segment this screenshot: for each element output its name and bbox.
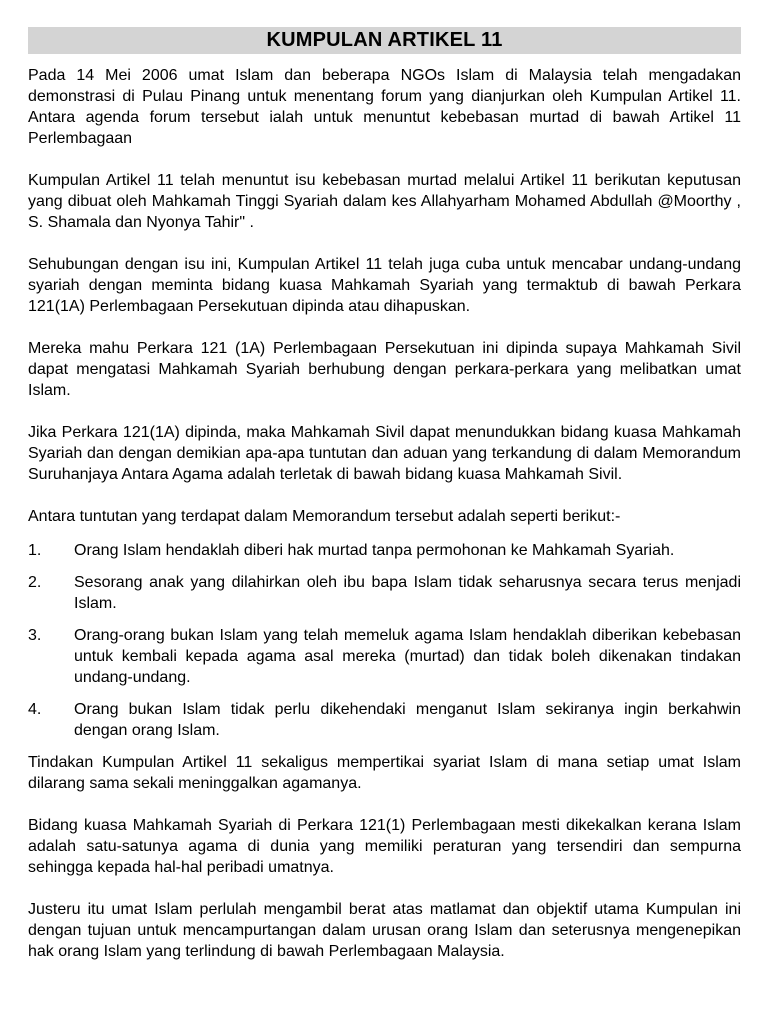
document-title: KUMPULAN ARTIKEL 11 [266,29,503,51]
paragraph: Pada 14 Mei 2006 umat Islam dan beberapa NGOs Islam di Malaysia telah mengadakan demonstrasi di Pulau Pinang untuk menentang forum yang dianjurkan oleh Kumpulan Artikel 11. Antara agenda forum tersebut ialah untuk menuntut kebebasan murtad di bawah Artikel 11 Perlembagaan [28,67,741,147]
paragraph: Sehubungan dengan isu ini, Kumpulan Artikel 11 telah juga cuba untuk mencabar undang-undang syariah dengan meminta bidang kuasa Mahkamah Syariah yang termaktub di bawah Perkara 121(1A) Perlembagaan Persekutuan dipinda atau dihapuskan. [28,256,741,315]
list-item [28,572,741,614]
title-bar [28,27,741,54]
list-item-number: 1. [28,542,42,559]
paragraph: Tindakan Kumpulan Artikel 11 sekaligus mempertikai syariat Islam di mana setiap umat Islam dilarang sama sekali meninggalkan agamanya. [28,754,741,792]
list-item-text: Orang Islam hendaklah diberi hak murtad tanpa permohonan ke Mahkamah Syariah. [74,542,675,559]
list-item-number: 2. [28,574,42,591]
list-item-number: 3. [28,627,42,644]
list-intro: Antara tuntutan yang terdapat dalam Memorandum tersebut adalah seperti berikut:- [28,508,621,525]
paragraph: Mereka mahu Perkara 121 (1A) Perlembagaan Persekutuan ini dipinda supaya Mahkamah Sivil dapat mengatasi Mahkamah Syariah berhubung dengan perkara-perkara yang melibatkan umat Islam. [28,340,741,399]
list-item [28,625,741,688]
demands-list [28,540,741,741]
paragraph: Bidang kuasa Mahkamah Syariah di Perkara 121(1) Perlembagaan mesti dikekalkan kerana Islam adalah satu-satunya agama di dunia yang memiliki peraturan yang tersendiri dan sempurna sehingga kepada hal-hal peribadi umatnya. [28,817,741,876]
list-item-number: 4. [28,701,42,718]
paragraph: Justeru itu umat Islam perlulah mengambil berat atas matlamat dan objektif utama Kumpulan ini dengan tujuan untuk mencampurtangan dalam urusan orang Islam dan seterusnya mengenepikan hak orang Islam yang terlindung di bawah Perlembagaan Malaysia. [28,901,741,960]
list-item-text: Orang-orang bukan Islam yang telah memeluk agama Islam hendaklah diberikan kebebasan untuk kembali kepada agama asal mereka (murtad) dan tidak boleh dikenakan tindakan undang-undang. [74,627,741,686]
list-item-text: Orang bukan Islam tidak perlu dikehendaki menganut Islam sekiranya ingin berkahwin dengan orang Islam. [74,701,741,739]
list-item [28,699,741,741]
paragraph: Jika Perkara 121(1A) dipinda, maka Mahkamah Sivil dapat menundukkan bidang kuasa Mahkamah Syariah dan dengan demikian apa-apa tuntutan dan aduan yang terkandung di dalam Memorandum Suruhanjaya Antara Agama adalah terletak di bawah bidang kuasa Mahkamah Sivil. [28,424,741,483]
list-item-text: Sesorang anak yang dilahirkan oleh ibu bapa Islam tidak seharusnya secara terus menjadi Islam. [74,574,741,612]
paragraph: Kumpulan Artikel 11 telah menuntut isu kebebasan murtad melalui Artikel 11 berikutan keputusan yang dibuat oleh Mahkamah Tinggi Syariah dalam kes Allahyarham Mohamed Abdullah @Moorthy , S. Shamala dan Nyonya Tahir" . [28,172,741,231]
list-item [28,540,741,561]
